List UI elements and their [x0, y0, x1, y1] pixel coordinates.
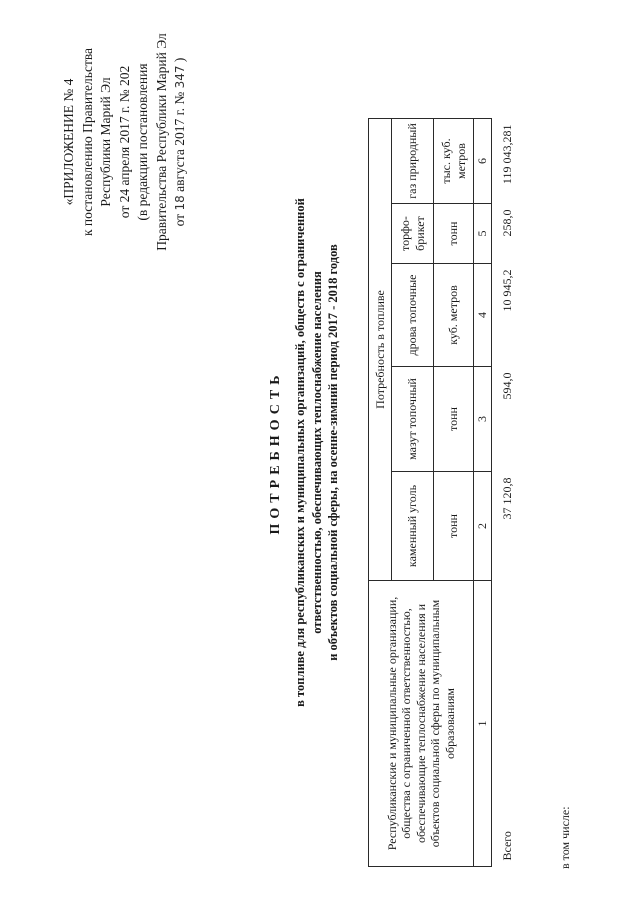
- column-number: 4: [474, 264, 492, 367]
- column-number: 6: [474, 119, 492, 204]
- column-number: 1: [474, 581, 492, 867]
- row-header-cell: Республиканские и муниципальные организации, общества с ограниченной ответственностью, обеспечивающие теплоснабжение населения и объектов социальной сферы по муниципальным образованиям: [369, 581, 474, 867]
- column-name: газ природный: [392, 119, 434, 204]
- handwritten-number: 347: [173, 65, 187, 89]
- appendix-block: [60, 7, 190, 277]
- date-close: ): [172, 57, 187, 63]
- total-label: Всего: [499, 831, 514, 861]
- total-value: 594,0: [499, 372, 514, 400]
- column-unit: тонн: [434, 472, 474, 581]
- appendix-line: «ПРИЛОЖЕНИЕ № 4: [61, 78, 76, 206]
- date-rest: августа 2017 г. №: [172, 91, 187, 192]
- document-title: ПОТРЕБНОСТЬ: [268, 370, 283, 535]
- subtitle-line: ответственностью, обеспечивающих теплоснабжение населения: [309, 271, 324, 634]
- group-header-cell: Потребность в топливе: [369, 119, 392, 581]
- subtitle-line: и объектов социальной сферы, на осенне-зимний период 2017 - 2018 годов: [326, 244, 340, 661]
- appendix-line: Правительства Республики Марий Эл: [153, 33, 169, 251]
- total-value: 258,0: [499, 209, 514, 237]
- appendix-line: (в редакции постановления: [135, 63, 150, 221]
- column-number: 2: [474, 472, 492, 581]
- column-unit: тонн: [434, 367, 474, 472]
- column-number-row: [474, 119, 492, 867]
- appendix-line: Республики Марий Эл: [98, 77, 113, 207]
- column-name: торфо-брикет: [392, 204, 434, 264]
- column-number: 3: [474, 367, 492, 472]
- column-number: 5: [474, 204, 492, 264]
- date-prefix: от: [172, 213, 187, 227]
- appendix-line: к постановлению Правительства: [79, 47, 95, 237]
- total-row: [492, 119, 522, 867]
- total-value: 119 043,281: [499, 124, 514, 185]
- total-value: 37 120,8: [499, 477, 514, 520]
- fuel-table: [368, 118, 522, 867]
- handwritten-day: 18: [173, 195, 187, 211]
- table-header-row: [369, 119, 392, 867]
- document-subtitle: [292, 100, 342, 805]
- column-name: мазут топочный: [392, 367, 434, 472]
- column-unit: тонн: [434, 204, 474, 264]
- total-value: 10 945,2: [499, 269, 514, 312]
- including-label: в том числе:: [558, 806, 572, 869]
- column-name: каменный уголь: [392, 472, 434, 581]
- column-name: дрова топочные: [392, 264, 434, 367]
- column-unit: тыс. куб. метров: [434, 119, 474, 204]
- appendix-date-line: [171, 7, 190, 277]
- column-unit: куб. метров: [434, 264, 474, 367]
- appendix-line: от 24 апреля 2017 г. № 202: [116, 65, 132, 219]
- subtitle-line: в топливе для республиканских и муниципальных организаций, обществ с ограниченной: [293, 198, 307, 707]
